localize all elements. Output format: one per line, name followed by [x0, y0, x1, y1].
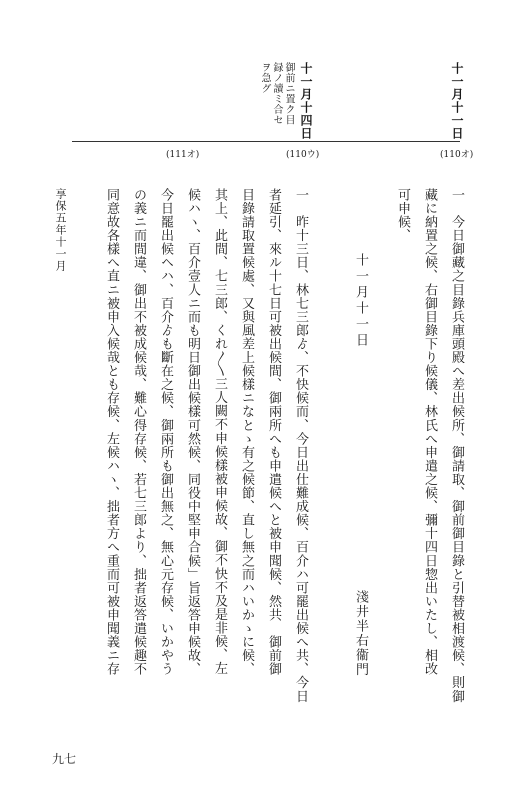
body-line-3: 可申候、	[395, 188, 410, 243]
body-line-8: 候ハヽ、百介壹人ニ而も明日御出候樣可然候、同役中堅申合候」旨返答申候故、	[185, 188, 200, 676]
page-number: 九七	[52, 752, 77, 766]
header-date-nov-14: 十一月十四日	[299, 62, 313, 140]
header-note-line-2: 録ノ讀ミ合セ	[271, 62, 282, 125]
header-note-line-3: ヲ急グ	[259, 62, 270, 94]
body-line-6: 目錄請取置候處、又與風差上候樣ニなとゝ有之候節、直し無之而ハいかゝに候、	[239, 188, 254, 676]
body-line-7: 其上、此間、七三郎、くれ〳〵三人闕不申候樣被申候故、御不快不及是非候、左	[212, 188, 227, 676]
folio-111-omote: (111オ)	[166, 150, 200, 160]
header-date-nov-11: 十一月十一日	[450, 62, 464, 140]
body-line-10: の義ニ而間違、御出不被成候哉、難心得存候、若七三郎より、拙者返答遣候趣不	[131, 188, 146, 676]
body-line-5: 者延引、來ル十七日可被出候間、御兩所へも申遣候へと被申聞候、然共 御前御	[266, 188, 281, 676]
body-line-2: 藏に納置之候、右御目錄下り候儀、林氏へ申遣之候、彌十四日惣出いたし、相改	[422, 188, 437, 676]
header-rule	[72, 141, 460, 142]
body-line-11: 同意故各樣へ直ニ被申入候哉とも存候、左候ハヽ、拙者方へ重而可被申聞義ニ存	[104, 188, 119, 676]
era-caption: 享保五年十一月	[54, 188, 67, 272]
signature: 淺井半右衞門	[353, 590, 368, 677]
folio-110-ura: (110ウ)	[286, 150, 320, 160]
body-line-1: 一 今日御藏之目錄兵庫頭殿へ差出候所、御請取、御前御目錄と引替被相渡候、則御	[449, 188, 464, 703]
body-line-4: 一 昨十三日、林七三郎ゟ、不快候而、今日出仕難成候、百介ハ可罷出候へ共、今日	[293, 188, 308, 703]
folio-110-omote: (110オ)	[440, 150, 474, 160]
header-note-line-1: 御前ニ置ク目	[283, 62, 294, 125]
body-date-line: 十一月十一日	[353, 253, 368, 349]
body-line-9: 今日罷出候ヘハ、百介ゟも斷在之候、御兩所も御出無之、無心元存候、いかやう	[158, 188, 173, 676]
